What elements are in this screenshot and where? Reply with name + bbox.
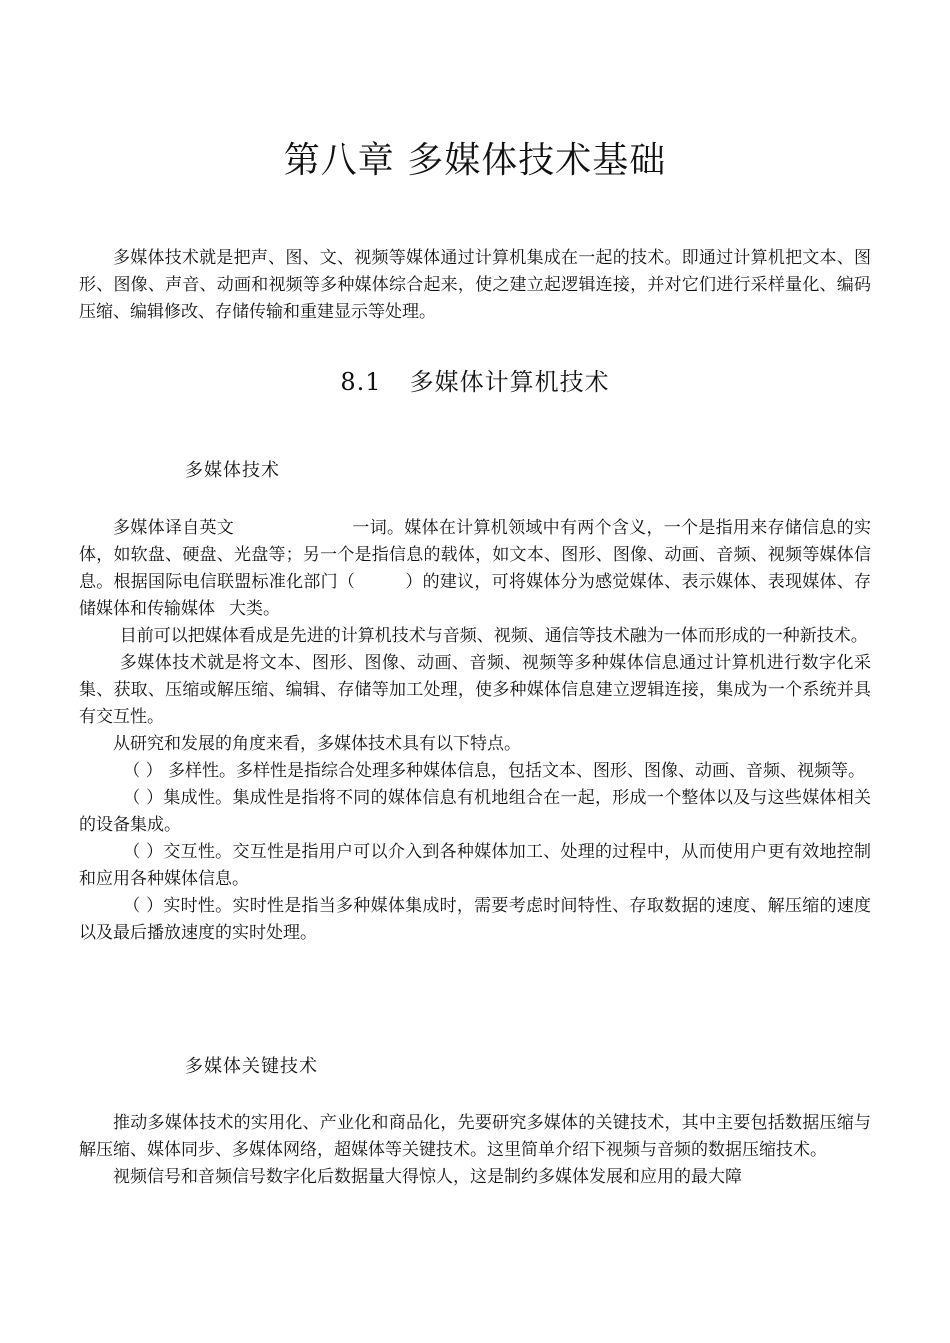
definition-part2: 一词。媒体在计算机领域中有两个含义，一个是指用来存储信息的实体，如软盘、硬盘、光盘等；另一个是指信息的载体，如文本、图形、图像、动画、音频、视频等媒体信息。根据国际电信联盟标准化部门（ bbox=[79, 518, 872, 592]
paragraph-definition bbox=[79, 515, 871, 623]
feature-item-realtime: （ ）实时性。实时性是指当多种媒体集成时，需要考虑时间特性、存取数据的速度、解压缩的速度以及最后播放速度的实时处理。 bbox=[79, 896, 871, 943]
section-title bbox=[0, 362, 950, 397]
paragraph-data-volume: 视频信号和音频信号数字化后数据量大得惊人，这是制约多媒体发展和应用的最大障 bbox=[113, 1167, 742, 1187]
chapter-title: 第八章 多媒体技术基础 bbox=[283, 140, 667, 181]
subsection-title-multimedia-tech: 多媒体技术 bbox=[185, 460, 280, 481]
definition-part3: ）的建议，可将媒体分为感觉媒体、表示媒体、表现媒体、存储媒体和传输媒体 bbox=[79, 572, 871, 619]
section-number: 8.1 bbox=[340, 368, 382, 396]
feature-item-diversity: （ ） 多样性。多样性是指综合处理多种媒体信息，包括文本、图形、图像、动画、音频、视频等。 bbox=[123, 761, 865, 781]
intro-paragraph: 多媒体技术就是把声、图、文、视频等媒体通过计算机集成在一起的技术。即通过计算机把文本、图形、图像、声音、动画和视频等多种媒体综合起来，使之建立起逻辑连接，并对它们进行采样量化、编码压缩、编辑修改、存储传输和重建显示等处理。 bbox=[79, 248, 871, 322]
feature-item-integration: （ ）集成性。集成性是指将不同的媒体信息有机地组合在一起，形成一个整体以及与这些媒体相关的设备集成。 bbox=[79, 788, 871, 835]
subsection1-body bbox=[79, 515, 871, 947]
subsection2-body bbox=[79, 1110, 871, 1191]
intro-block bbox=[79, 245, 871, 326]
paragraph-features-intro: 从研究和发展的角度来看，多媒体技术具有以下特点。 bbox=[113, 734, 521, 754]
paragraph-current-view: 目前可以把媒体看成是先进的计算机技术与音频、视频、通信等技术融为一体而形成的一种新技术。 bbox=[119, 626, 868, 646]
section-title-text: 多媒体计算机技术 bbox=[409, 368, 610, 396]
definition-part1: 多媒体译自英文 bbox=[113, 518, 235, 538]
subsection-title-key-tech: 多媒体关键技术 bbox=[185, 1056, 318, 1077]
feature-item-interactivity: （ ）交互性。交互性是指用户可以介入到各种媒体加工、处理的过程中，从而使用户更有效地控制和应用各种媒体信息。 bbox=[79, 842, 871, 889]
definition-part4: 大类。 bbox=[229, 599, 280, 619]
paragraph-key-tech: 推动多媒体技术的实用化、产业化和商品化，先要研究多媒体的关键技术，其中主要包括数据压缩与解压缩、媒体同步、多媒体网络，超媒体等关键技术。这里简单介绍下视频与音频的数据压缩技术。 bbox=[79, 1113, 871, 1160]
paragraph-tech-definition: 多媒体技术就是将文本、图形、图像、动画、音频、视频等多种媒体信息通过计算机进行数字化采集、获取、压缩或解压缩、编辑、存储等加工处理，使多种媒体信息建立逻辑连接，集成为一个系统并具有交互性。 bbox=[79, 653, 871, 727]
